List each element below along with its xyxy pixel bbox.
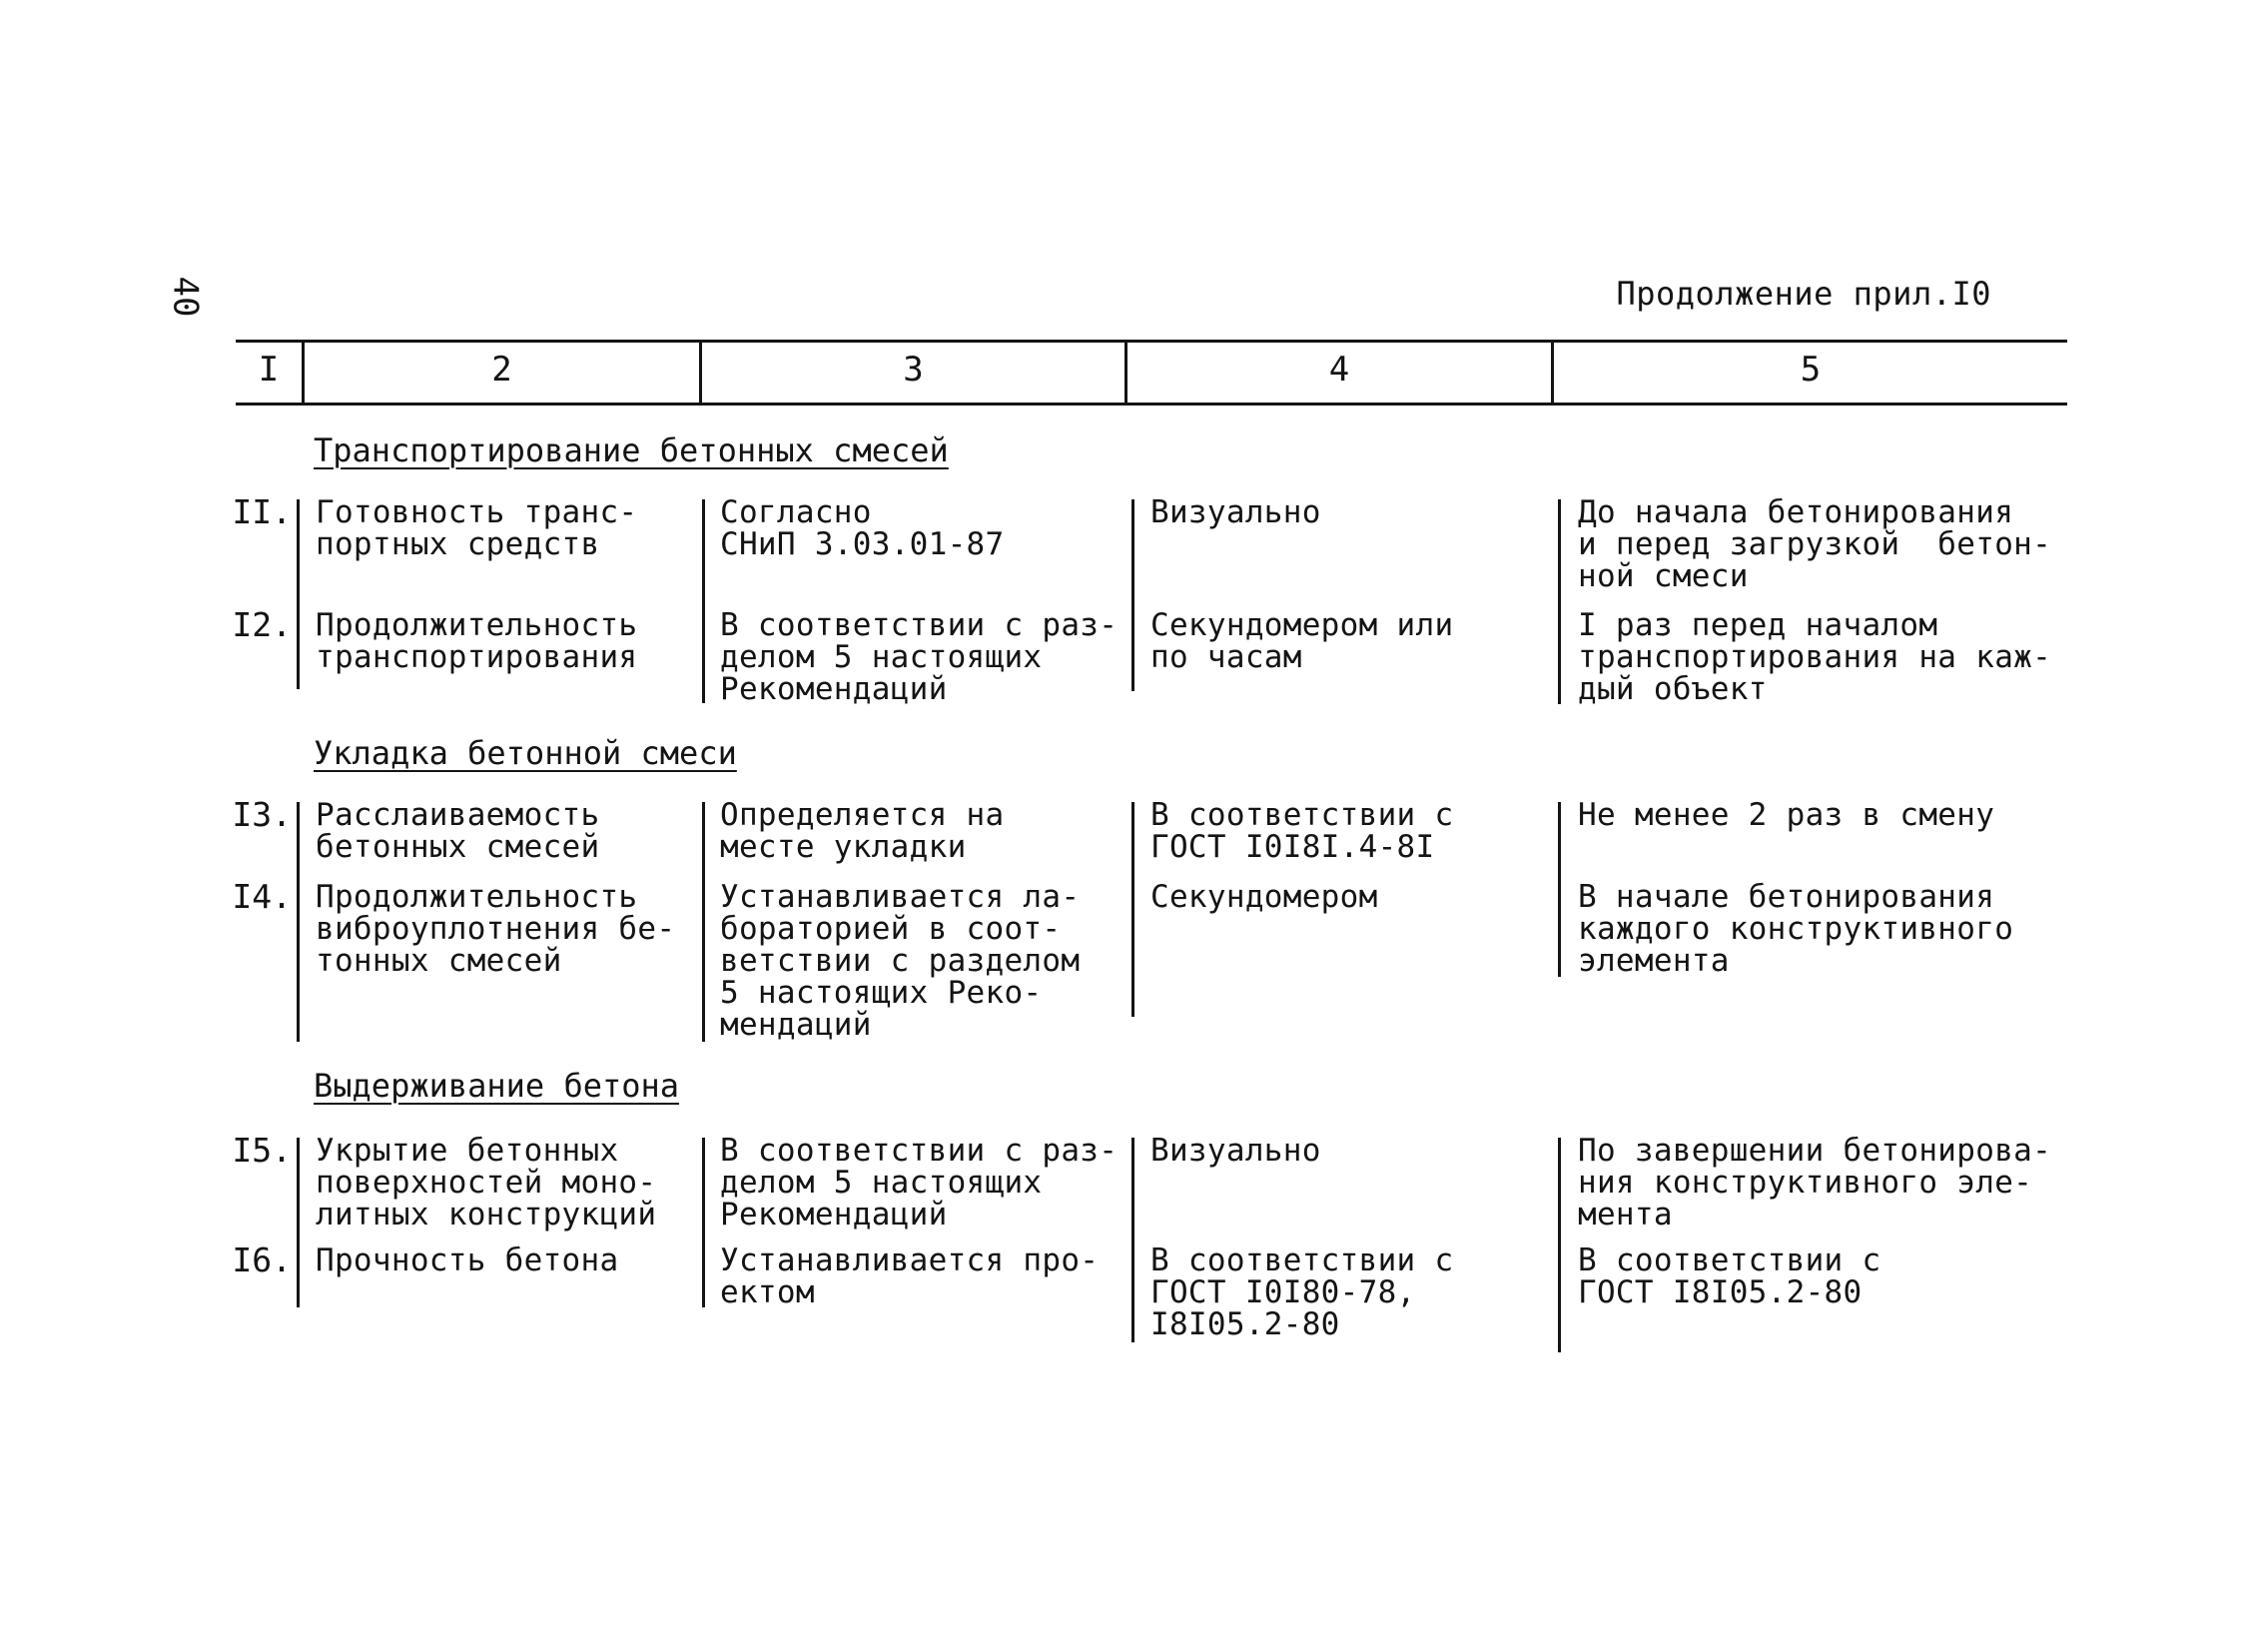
column-rule: [1131, 802, 1134, 1017]
row-number: II.: [232, 492, 292, 531]
column-rule: [702, 802, 705, 1042]
row-number: I5.: [232, 1131, 292, 1170]
row-timing: До начала бетонирования и перед загрузкой бетон- ной смеси: [1578, 494, 2052, 594]
row-parameter: Готовность транс- портных средств: [316, 494, 638, 562]
column-rule: [297, 802, 300, 1042]
row-number: I4.: [232, 877, 292, 916]
column-rule: [1558, 499, 1561, 704]
row-timing: I раз перед началом транспортирования на каж- дый объект: [1578, 607, 2052, 707]
column-rule: [1558, 802, 1561, 977]
header-col-3: 3: [903, 350, 924, 390]
page-caption: Продолжение прил.I0: [1616, 275, 1991, 313]
row-timing: По завершении бетонирова- ния конструктивного эле- мента: [1578, 1133, 2052, 1233]
row-method: В соответствии с ГОСТ I0I80-78, I8I05.2-80: [1150, 1242, 1454, 1342]
row-parameter: Продолжительность транспортирования: [316, 607, 638, 675]
row-number: I3.: [232, 795, 292, 834]
row-number: I6.: [232, 1240, 292, 1279]
row-method: Визуально: [1150, 494, 1321, 530]
section-title: Транспортирование бетонных смесей: [314, 431, 949, 469]
row-timing: Не менее 2 раз в смену: [1578, 797, 1995, 833]
column-rule: [297, 1138, 300, 1307]
row-timing: В начале бетонирования каждого конструктивного элемента: [1578, 879, 2014, 979]
row-parameter: Укрытие бетонных поверхностей моно- литных конструкций: [316, 1133, 657, 1233]
column-rule: [702, 1138, 705, 1307]
row-parameter: Продолжительность виброуплотнения бе- тонных смесей: [316, 879, 676, 979]
row-requirement: В соответствии с раз- делом 5 настоящих Рекомендаций: [720, 607, 1119, 707]
header-col-4: 4: [1328, 350, 1350, 390]
row-method: Секундомером: [1150, 879, 1378, 915]
row-requirement: В соответствии с раз- делом 5 настоящих Рекомендаций: [720, 1133, 1119, 1233]
row-parameter: Расслаиваемость бетонных смесей: [316, 797, 600, 865]
row-number: I2.: [232, 605, 292, 644]
section-title: Укладка бетонной смеси: [314, 734, 737, 772]
row-method: В соответствии с ГОСТ I0I8I.4-8I: [1150, 797, 1454, 865]
column-rule: [1558, 1138, 1561, 1352]
header-col-5: 5: [1800, 350, 1822, 390]
section-title: Выдерживание бетона: [314, 1067, 680, 1105]
column-rule: [297, 499, 300, 689]
page-number: 40: [165, 276, 206, 318]
row-requirement: Устанавливается ла- бораторией в соот- ветствии с разделом 5 настоящих Реко- мендаций: [720, 879, 1081, 1043]
row-method: Визуально: [1150, 1133, 1321, 1169]
header-bottom-rule: [236, 403, 2067, 406]
column-rule: [702, 499, 705, 703]
header-col-2: 2: [491, 350, 512, 390]
header-col-1: I: [258, 350, 280, 390]
column-rule: [1131, 1138, 1134, 1342]
row-requirement: Устанавливается про- ектом: [720, 1242, 1100, 1310]
row-requirement: Определяется на месте укладки: [720, 797, 1005, 865]
column-rule: [1131, 499, 1134, 691]
row-timing: В соответствии с ГОСТ I8I05.2-80: [1578, 1242, 1881, 1310]
row-parameter: Прочность бетона: [316, 1242, 619, 1278]
row-method: Секундомером или по часам: [1150, 607, 1454, 675]
row-requirement: Согласно СНиП 3.03.01-87: [720, 494, 1005, 562]
header-top-rule: [236, 340, 2067, 343]
